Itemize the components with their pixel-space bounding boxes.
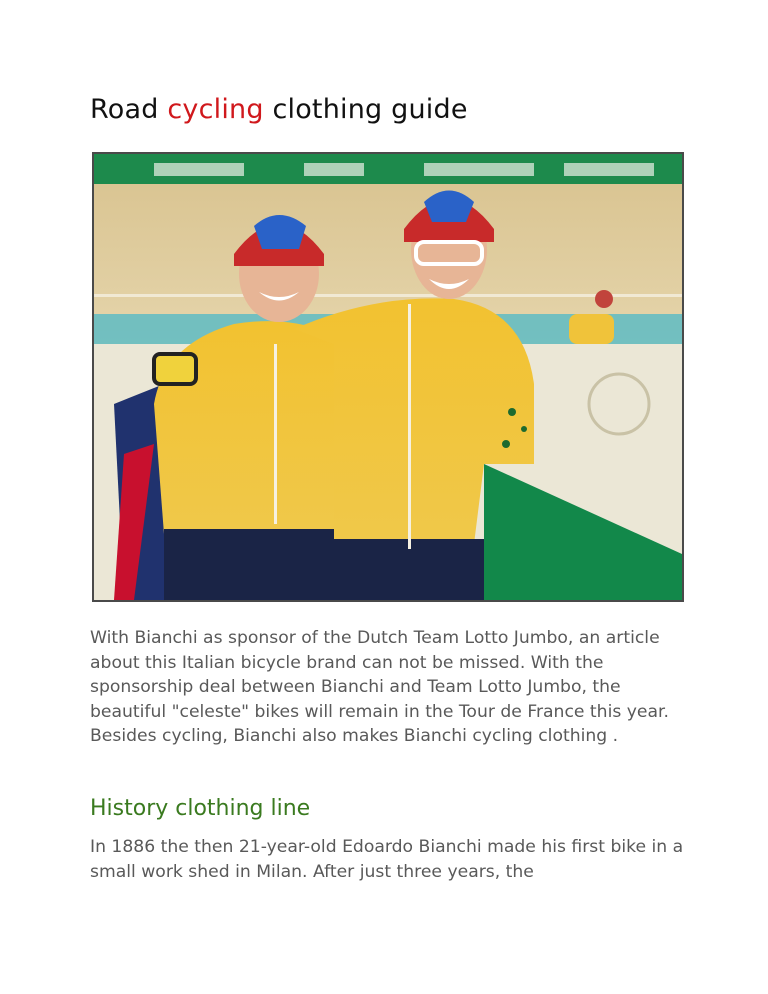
photo-illustration [94, 154, 682, 600]
title-text-before: Road [90, 94, 168, 125]
page-title [90, 90, 468, 130]
title-text-after: clothing guide [263, 94, 468, 125]
intro-paragraph: With Bianchi as sponsor of the Dutch Team Lotto Jumbo, an article about this Italian bicycle brand can not be missed. With the sponsorship deal between Bianchi and Team Lotto Jumbo, the beautiful "celeste" bikes will remain in the Tour de France this year. Besides cycling, Bianchi also makes Bianchi cycling clothing . [90, 628, 669, 747]
history-paragraph: In 1886 the then 21-year-old Edoardo Bianchi made his first bike in a small work shed in Milan. After just three years, the [90, 837, 684, 882]
title-accent-word: cycling [167, 94, 264, 125]
cyclists-photo [92, 152, 684, 602]
section-heading-history: History clothing line [90, 796, 311, 821]
